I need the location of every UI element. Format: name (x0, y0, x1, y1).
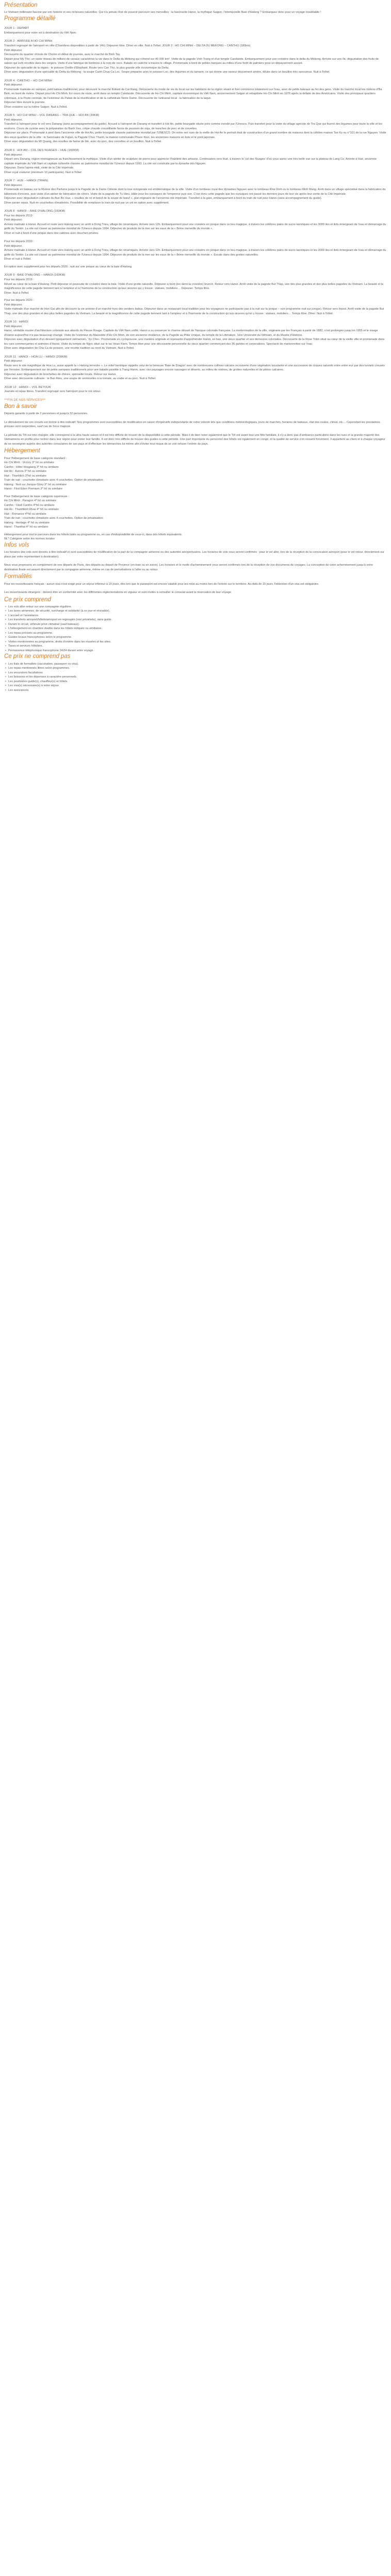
bon-savoir-para: Le déroulement de ces circuits est donné à titre indicatif. Nos programmes sont susceptibles de modification en raison d'impératifs indépendants de notre volonté tels que conditions météorologiques, jours de marchés, horaires de bateaux, état des routes, climat, etc… Cependant les prestations prévues sont respectées, sauf cas de force majeure. (4, 420, 380, 429)
day-text-line: Petit déjeuner. (4, 118, 23, 122)
hotel-line: Hué : Thanhlich 3*hô ou similaire (4, 474, 46, 478)
trip-page (0, 0, 391, 692)
hotel-line: Halong : Heritage 4* hô ou similaire (4, 521, 50, 524)
standard-title: Pour l'hébergement de base catégorie standard : (4, 456, 67, 460)
hotel-line: Train de nuit : couchette climatisée avec 4 couchettes. Option de privatisation. (4, 479, 104, 482)
program-day (4, 39, 387, 74)
program-day (4, 385, 387, 394)
day-text-line: Départ vers Danang, région montagneuse au franchissement la mythique. Visite d'un atelier de sculpture de pierre pour apprécier l'habileté des artisans. Continuation vers Hué, à travers le 'col des Nuages' d'où vous aurez une très belle vue sur la plateau de Lang Co. Arrivée à Hué, ancienne capitale impériale du Viêt Nam et capitale culturelle classée au patrimoine mondial de l'Unesco depuis 1993. La cité est construite par la dynastie des Nguyen. (4, 158, 377, 165)
day-text-line: Pour les départs 2019 : (4, 214, 34, 217)
day-text-line: Pour les départs 2019 : (4, 278, 34, 281)
day-text-line: Déjeuner sur place. Promenade à pied dans l'ancienne ville de Hoi An, petite bourgade classée patrimoine mondial par l'UNESCO. On entre ses rues de la vieille de Hoi An le portrait était de construction d'un grand nombre de maisons dont la célèbre maison Tan Ky ou n°101 de la rue Nguyen. Visite des vieux quartiers de la ville : le Sanctuaire de Fujian, la Pagode Chuc Thanh, la maison communale Phuoc Kien, les anciennes maisons en bois et le pont japonais. (4, 131, 386, 139)
hotel-line: Cantho : Västl Cantho 4*hô ou similaire (4, 503, 55, 507)
day-title: JOUR 8 : HANOI – BAIE D'HALONG (160KM) (4, 210, 66, 213)
day-text-line: Petit déjeuner. (4, 244, 23, 248)
day-text-line: Arrivée matinale à Hanoi. Accueil et route vers Halong avec un arrêt à Dong Trieu, village de céramiques. Arrivée vers 12h. Embarquement pour une croisière en jonque dans ce lieu magique, à travers les célèbres pains de sucre karstiques et les 3000 iles et ilots émergeant de l'eau et démarrage du golfe du Tonkin. La site est classé au patrimoine mondial de l'Unesco depuis 1994. Déjeuner de produits de la mer sur les eaux de la « 8ème merveille du monde ». Escale dans des grottes naturelles. (4, 249, 386, 257)
day-text-line: Dîner et nuit à bord d'une jonque dans des cabines avec douches privées. (4, 231, 99, 235)
hotel-line: Hoi An : Thanhbinh Rivai 4* hô ou similaire (4, 508, 59, 512)
day-text-line: Dîner et nuit à l'hôtel. (4, 258, 31, 261)
price-item: • Les boissons et les dépenses à caractère personnels. (8, 675, 387, 680)
prix-ne-comprend-section (4, 653, 387, 692)
bon-savoir-para: Départs garantis à partir de 2 personnes et jusqu'à 32 personnes. (4, 412, 88, 416)
hotel-line: Hué : Romance 4*hô ou similaire (4, 512, 46, 516)
hotel-line: Ho Chi Minh : Victory 3* hô ou similaire (4, 461, 54, 465)
price-item: • Les excursions facultatives (8, 671, 387, 675)
superior-title: Pour l'hébergement de base catégorie supérieure : (4, 495, 69, 498)
day-text-line: Transfert à l'aéroport pour le vol vers Danang (sans accompagnement du guide). Accueil à l'aéroport de Danang et transfert à Hoi An, petite bourgade située près comme inondé par l'Unesco. Puis transfert pour la visite du village agricole de Tra Que qui fournit des légumes pour toute la ville et les environs. Cours de cuisine avec la préparation du Banh Xeo, crêpe chaude croustillante farcie de pousses de soja, de tranches de porc et de crevettes. (4, 123, 383, 130)
program-days (4, 26, 387, 394)
bon-savoir-para: La période du Têt est très chargée, elle correspond à la ultra haute saison et il est très difficile de trouver de la disponibilité à cette période. Mais il de bien noter également que le Têt est avant tout une fête familiale, il n'y a donc pas d'ambiance particulière dans les rues et la grande majorité des Vietnamiens en profite pour rentrer dans leur région pour visiter leur famille. Il est donc très difficile de trouver des guides à cette période. Une part importante du personnel des hôtels est également en congé, et la qualité de service s'en ressent forcément. Il appartient au client et à chaque voyageur de se renseigner auprès des autorités consulaires de son pays et d'effectuer les démarches lui même afin d'éviter tout risque de se voir refuser l'entrée du pays. (4, 433, 386, 446)
price-item: • Les visa(s) nécessaire(s) à votre séjour. (8, 684, 387, 688)
day-text-line: Route vers le site magnifique de Hoa Lu, aussi appelé la « Halong terrestre ». Le relief karstique rappelle celui de la fameuse 'Baie de Dragon' avec de nombreuses collines calcaire recouverte d'une végétation luxuriante et une succession de cirques naturels entre entre eux par des tunnels creusés par l'érosion. Embarquement sur de petits sampans traditionnels pour une balade paisible à Trang Hanm, avec ces paysages encore sauvages et déserts, au milieu de rizières, de grottes naturelles et de pitons calcaires. (4, 364, 385, 372)
day-text-line: Hanoi, véritable musée d'architecture coloniale aux abords du Fleuve Rouge. Capitale du Viêt Nam unifié, Hanoi a su conserver le charme désuet de l'époque coloniale française. La modernisation de la ville, originaire par les Français à partir de 1882, s'est prolongée jusqu'en 1955 et le visage d'Hanoi aujourd'hui n'a pas beaucoup changé. Visite de l'extérieur du Mausolée d'Ho Chi Minh, de son ancienne résidence, de la Pagode au Pilier Unique, du temple de la Littérature, 1ère Université du Viêtnam, et du Musée d'Histoire. (4, 329, 378, 337)
infos-vols-para: Les horaires des vols sont donnés à titre indicatif et sont susceptibles de modification de la part de la compagnie aérienne ou des autorités aéroportuaires. Les horaires de vols vous seront confirmés : pour le vol aller, lors de la réception de la convocation aéroport (pour le vol retour, directement sur place par votre représentant à destination). (4, 551, 384, 558)
day-text-line: En option avec supplément pour les départs 2020 : nuit sur une jonque au cœur de la baie d'Halong. (4, 265, 133, 268)
superior-hotel-list (4, 499, 387, 530)
day-text-line: Dîner avec dégustation du MI Quang, des nouilles de farine de blé, avec du porc, des crevettes et un bouillon. Nuit à l'hôtel. (4, 140, 162, 144)
day-text-line: Dîner. Nuit à l'hôtel. (4, 291, 29, 295)
program-day (4, 26, 387, 35)
day-text-line: Déjeuner avec dégustation culinaire du Bun Bo Hue, « nouilles de riz et bœuf de la soupe de bœuf », plat originaire de l'ancienne cité impériale. Transfert à la gare, embarquement à bord du train de nuit pour Hanoi (sans accompagnement du guide). (4, 197, 322, 200)
day-text-line: Petit déjeuner. (4, 153, 23, 157)
day-title: JOUR 10 : HANOI (4, 320, 28, 324)
day-text-line: Petit déjeuner. (4, 218, 23, 222)
program-day (4, 148, 387, 175)
presentation-heading: Présentation (4, 2, 38, 8)
day-text-line: Départ pour My Tho, un vaste réseau de milliers de canaux caractérise la vie dans le Delta du Mékong qui s'étend sur 40 000 km². Visite de la pagode Vinh Trang et d'un temple Caodaïste. Embarquement pour une croisière dans le delta du Mékong. Arrivée sur une île, dégustation des fruits de saison qui sont récoltés dans les vergers. Visite d'une fabrique de bonbons à la noix de coco. Balade en calèche à travers le village. Promenade à bord de petites barques au milieu d'une forêt de palmiers pour un dépaysement assuré. (4, 57, 379, 65)
infos-vols-para: Nous vous proposons en complément de nos départs de Paris, des départs au départ de Province (en train ou en avion). Les horaires et le mode d'acheminement vous seront confirmés lors de la réception de vos documents de voyages. La conception de votre acheminement jusqu'à votre destination finale est assuré directement par la compagnie aérienne, même en cas de perturbations à l'aller ou au retour. (4, 564, 373, 571)
day-text-line: Déjeuner avec dégustation d'un dessert typiquement vietnamien, 'Xo Che». Promenade en cyclopousse, une manière originale et reposante d'appréhender Hanoi, en bas, une vieux quartier et ses demeures coloniales. Découverte de la Rose Trăm situé au cœur de la vieille ville et promenade dans les rues commerçantes et animées d'Hanoi. Visite du temple de Ngoc situé sur le lac Hoan Kiem. Temps libre pour une découverte personnelle du vieux quartier commerçant des 36 guildes et corporations. Spectacle de marionnettes sur l'eau. (4, 338, 385, 346)
prix-comprend-list (4, 605, 387, 653)
day-text-line: Petit déjeuner. (4, 183, 23, 187)
price-item: • Taxes et services hôteliers. (8, 644, 387, 649)
day-text-line: Visite matinale d'un marché de Hon Gai afin de découvrir la vie animée d'un marché hors des sentiers battus. Déjeuner dans un restaurant local tradition pour les voyageurs ne participants pas à la nuit sur la jonque – voir programme nuit sur jonque). Retour vers Hanoi. Arrêt visite de la pagode But Thap, une des plus grandes et des plus belles pagodes du Vietnam. La beauté et la magnificence de cette pagode tiennent tant à l'ampleur et à l'harmonie de la construction qu'aux œuvres qu'on y trouve : statues, mobiliers… Temps libre. Dîner. Nuit à l'hôtel. (4, 308, 384, 315)
day-text-line: Transfert regroupé de l'aéroport en ville (Chambres disponibles à partir de 14h). Déjeuner libre. Dîner en ville. Nuit à l'hôtel. JOUR 3 : HO CHI MINH – DELTA DU MEKONG – CANTHO (180km) (4, 44, 251, 48)
hotel-line: Train de nuit : couchette climatisée avec 4 couchettes. Option de privatisation. (4, 517, 104, 520)
day-title: JOUR 11 : HANOI – HOA LU – HANOI (200KM) (4, 355, 68, 359)
program-day (4, 179, 387, 205)
hebergement-note: Hébergement pour tout le parcours dans les hôtels listés au programme ou, en cas d'indisponibilité de ceux-ci, dans des hôtels équivalents. (4, 533, 183, 536)
price-item: • Les taxes aériennes, de sécurité, surcharge et solidarité (à ce jour et révisable). (8, 609, 387, 614)
day-text-line: Dîner avec découverte culinaire : le Bun Rieu, une soupe de vermicelles à la tomate, au crabe et au porc. Nuit à l'hôtel. (4, 377, 156, 381)
day-text-line: Dîner avec dégustation de Cha Ca de poisson, une recette tradition au nord du Vietnam. Nuit à l'hôtel. (4, 347, 135, 350)
day-title: JOUR 9 : BAIE D'HALONG – HANOI (160KM) (4, 274, 66, 277)
day-text-line: Déjeuner avec dégustation de brochettes de chèvre, spécialité locale. Retour sur Hanoi. (4, 372, 117, 376)
hotel-line: Ho Chi Minh : Paragon 4* hô ou similaire (4, 499, 57, 503)
formalites-section (4, 573, 387, 595)
day-text-line: Petit déjeuner. (4, 303, 23, 307)
end-of-services-line: ***FIN DE NOS SERVICES*** (4, 398, 46, 402)
day-title: JOUR 7 : HUE – HANOI (TRAIN) (4, 179, 48, 183)
hotel-line: Halong : Nuit sur Jonque Glory 3* hô ou similaire (4, 483, 67, 486)
day-text-line: Promenade en bateau sur la Rivière des Parfums jusqu'à la Pagode de la Dame Céleste dont la tour octogonale est emblématique de la ville. Visite d'un tombeau royal des dynasties Nguyen avec le tombeau Khai Dinh ou le tombeau Minh Mang. Arrêt dans un village spécialisé dans la fabrication de bâtonnets d'encens, puis visite d'un atelier de fabrication de cônes. Visite de la pagode de Tu Hieu, bâtie pour les eunuques de l'empereur puis son. C'est donc cette pagode que les eunuques ont passé les derniers jours de leur vie après leur sortie de la Cité Impériale. (4, 188, 386, 196)
price-item: • L'accueil et l'assistance. (8, 614, 387, 618)
price-item: • Les repas précisés au programme. (8, 631, 387, 636)
hotel-line: Hanoi : Thanthai 4* hô ou similaire (4, 526, 48, 529)
presentation-section (4, 2, 387, 15)
day-text-line: Déjeuner de spécialité de la région : le poisson Oreille d'Elephant. Route vers Can Tho, la plus grande ville économique du Delta. (4, 66, 169, 70)
program-heading: Programme détaillé (4, 15, 56, 22)
day-title: JOUR 6 : HOI AN – COL DES NUAGES – HUE (160KM) (4, 148, 79, 152)
day-text-line: Réveil au cœur de la baie d'Halong. Petit déjeuner et poursuite de croisière dans la baie. Visite d'une grotte naturelle. Déjeuner à bord (les demi-la croisière) brunch. Retour vers Hanoi. Arrêt visite de la pagode But Thap, une des plus grandes et des plus belles pagodes du Vietnam. La beauté et la magnificence de cette pagode tiennent tant à l'ampleur et à l'harmonie de la construction qu'aux œuvres qui y trouve : statues, mobiliers… Déjeuner. Temps libre. (4, 282, 384, 290)
day-text-line: Petit déjeuner. (4, 83, 23, 87)
hebergement-note-2: NL* Catégorie selon les normes locales (4, 537, 55, 541)
day-text-line: Arrivée matinale à Hanoi. Accueil et route vers Halong avec un arrêt à Dong Trieu, village de céramiques. Arrivée vers 12h. Embarquement pour une croisière en jonque dans ce lieu magique, à travers les célèbres pains de sucre karstiques et les 3000 iles et ilots émergeant de l'eau et démarrage du golfe du Tonkin. La site est classé au patrimoine mondial de l'Unesco depuis 1994. Déjeuner de produits de la mer sur les eaux de la « 8ème merveille du monde ». (4, 223, 386, 231)
price-item: • Les pourboires guide(s), chauffeur(s) et hôtels. (8, 680, 387, 684)
day-text-line: Dîner croisière sur la rivière Saigon. Nuit à l'hôtel. (4, 105, 68, 109)
day-title: JOUR 12 : HANOI – VOL RETOUR (4, 385, 51, 389)
day-title: JOUR 2 : ARRIVEE A HO CHI MINH (4, 40, 53, 43)
prix-ne-comprend-heading: Ce prix ne comprend pas (4, 653, 71, 660)
day-text-line: Dîner panier repas. Nuit en couchettes climatisées. Possibilité de remplacer le train de nuit par un vol en option avec supplément. (4, 201, 170, 205)
program-day (4, 355, 387, 381)
hotel-line: Cantho : Hôtel Hoagiang 3* hô ou similaire (4, 465, 59, 469)
program-day (4, 273, 387, 316)
formalites-para: Pour les ressortissants français : aucun visa n'est exigé pour un séjour inférieur à 15 jours, dès lors que le passeport est encore valable pour les mois au moins lors de l'entrée sur le territoire. Au-delà de 15 jours, l'obtention d'un visa est obligatoire. (4, 582, 319, 586)
bon-savoir-section (4, 403, 387, 446)
day-title: JOUR 5 : HO CHI MINH – VOL DANANG – TRA QUE – HOI AN (30KM) (4, 114, 100, 117)
program-day (4, 209, 387, 235)
hebergement-section (4, 447, 387, 541)
price-item: • Les frais de formalités (vaccination, passeport ou visa). (8, 662, 387, 667)
hotel-line: Hanoi : First Eden Premium 3* hô ou similaire (4, 487, 63, 491)
price-item: • Les assurances. (8, 688, 387, 693)
prix-ne-comprend-list (4, 662, 387, 693)
prix-comprend-section (4, 596, 387, 653)
day-text-line: Promenade matinale en sampan, petit bateau traditionnel, pour découvrir le marché flottant de Cai Rang. Découverte du mode de vie du local sur les habitants de la région vivant et font commerce totalement sur l'eau, avec de petits bateaux au fer des gens. Visite du marché local les rizières d'Ba Binh, en bord de rivière. Départ pour Ho Chi Minh. En cours de route, arrêt dans un temple Caodaïste. Découverte de Ho Chi Minh, capitale économique du Viêt Nam, anciennement Saigon et rebaptisée Ho Chi Minh en 1976 après la défaite de des Américains. Visite des principaux quartiers coloniaux, à la Poste centrale, de l'extérieur du Palais de la réunification et de la cathédrale Notre Dame. Découverte de l'artisanat local : la fabrication de la laque. (4, 88, 382, 100)
hebergement-heading: Hébergement (4, 448, 40, 454)
day-text-line: Dîner avec dégustation d'une spécialité du Delta du Mékong : la soupe Canh Chua Ca Loc. Soupe préparée avec le poisson Loc, des légumes et du tamarin, ce qui donne une saveur doucement amère, diluée dans un bouillon très savoureux. Nuit à l'hôtel. (4, 71, 330, 74)
price-item: • Visites mentionnées au programme, droits d'entrée dans les musées et les sites. (8, 640, 387, 645)
infos-vols-heading: Infos vols (4, 541, 29, 548)
standard-hotel-list (4, 461, 387, 492)
day-text-line: Découverte du quartier chinois de Cholon et début de journée, avec le marché de Binh Tay. (4, 53, 121, 57)
day-text-line: Déjeuner libre durant la journée. (4, 101, 45, 105)
formalites-heading: Formalités (4, 573, 32, 580)
program-day (4, 113, 387, 144)
formalites-para: Les ressortissants étrangers : doivent être en conformité avec les différentes réglementations en vigueur et sont invités à consulter le consulat avant la réservation de leur voyage. (4, 591, 232, 595)
day-text-line: Petit déjeuner. (4, 325, 23, 328)
price-item: • Les transferts aéroport/hôtels/aéroport en regroupés (non privatisés), sans guide. (8, 618, 387, 622)
day-text-line: Pour les départs 2020 : (4, 299, 34, 302)
program-day (4, 235, 387, 269)
price-item: • L'hébergement en chambre double dans les hôtels indiqués ou similaires. (8, 626, 387, 631)
day-text-line: Déjeuner. Dans l'après-midi, visite de la Cité Impériale. (4, 166, 74, 170)
day-title: JOUR 1 : DEPART (4, 27, 29, 30)
hotel-line: Hoi An : Aurora 3* hô ou similaire (4, 470, 47, 473)
day-title: JOUR 4 : CANTHO – HO CHI MINH (4, 79, 52, 82)
price-item: • Guides locaux francophones selon le programme. (8, 635, 387, 640)
program-day (4, 320, 387, 351)
day-text-line: Pour les départs 2020 : (4, 240, 34, 244)
program-day (4, 79, 387, 110)
presentation-text: Le Vietnam millénaire fascine par son histoire et ses richesses naturelles. Qui n'a jamais rêvé de pouvoir parcourir ses merveilles : la fascinante Hanoi, la mythique Saigon, l'intemporelle Baie d'Halong ? Embarquez donc pour un voyage inoubliable ! (4, 11, 321, 14)
price-item: • Durant le circuit, véhicule privé climatisé (sauf bateaux). (8, 622, 387, 627)
price-item: • Permanence téléphonique francophone 24/24 durant votre voyage. (8, 649, 387, 653)
day-text-line: Dîner royal costumé (minimum 10 participants). Nuit à l'hôtel. (4, 171, 83, 174)
bon-savoir-heading: Bon à savoir (4, 403, 37, 410)
day-text-line: Journée et repas libres. Transfert regroupé vers l'aéroport pour le vol retour. (4, 390, 101, 394)
program-section (4, 15, 387, 403)
day-text-line: Embarquement pour votre vol à destination du Viêt Nam. (4, 31, 77, 35)
infos-vols-section (4, 541, 387, 572)
prix-comprend-heading: Ce prix comprend (4, 596, 51, 603)
price-item: • Les repas mentionnés libres selon programmes. (8, 666, 387, 671)
day-text-line: Petit déjeuner. (4, 360, 23, 363)
price-item: • Les vols aller-retour sur une compagnie régulière. (8, 605, 387, 609)
day-text-line: Petit déjeuner. (4, 48, 23, 52)
